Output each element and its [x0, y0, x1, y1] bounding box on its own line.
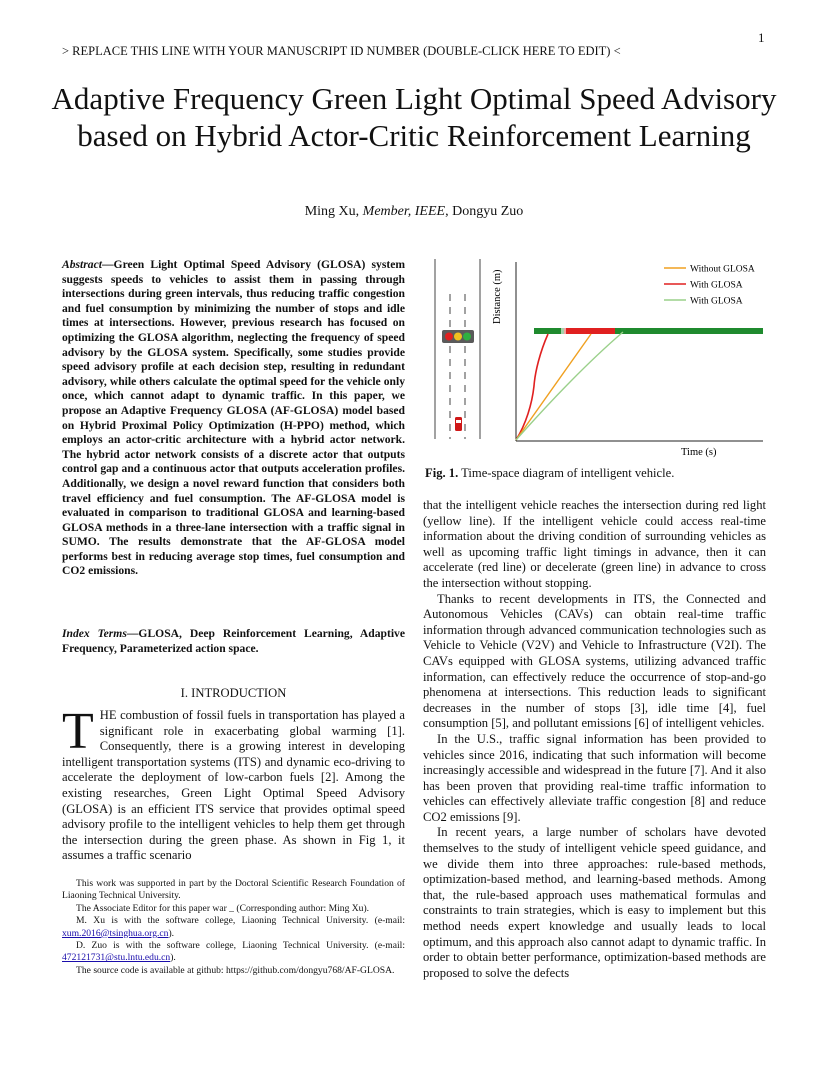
figure-time-space-diagram	[428, 254, 768, 459]
paper-title: Adaptive Frequency Green Light Optimal Speed Advisory based on Hybrid Actor-Critic Reinforcement Learning	[51, 81, 777, 153]
road-lanes	[435, 259, 480, 439]
introduction-text: HE combustion of fossil fuels in transportation has played a significant role in exacerbating global warming [1]. Consequently, there is a growing interest in developing intelligent transportation systems (ITS) and dynamic eco-driving to accelerate the deployment of low-carbon fuels [2]. Among the existing researches, Green Light Optimal Speed Advisory (GLOSA) is an efficient ITS service that provides optimal speed advisory profile to the intelligent vehicles to help them get through the intersection during the green phase. As shown in Fig 1, it assumes a traffic scenario	[62, 708, 405, 863]
xu-email-link[interactable]: xum.2016@tsinghua.org.cn	[62, 927, 169, 939]
drop-cap: T	[62, 703, 94, 760]
author-name-2: , Dongyu Zuo	[445, 204, 524, 219]
right-column-text	[423, 498, 766, 981]
introduction-paragraph	[62, 703, 405, 864]
trajectory-without-glosa	[516, 334, 591, 440]
abstract-text: —Green Light Optimal Speed Advisory (GLOSA) system suggests speeds to vehicles to assist them in passing through intersections during green intervals, thus reducing traffic congestion and fuel consumption by minimizing the number of stops and idle times at intersections. However, previous research has focused on optimizing the GLOSA algorithm, neglecting the frequency of speed advisory by the GLOSA system. Specifically, some studies provide speed advisory profile at each decision step, resulting in redundant advisory, while others calculate the optimal speed for the vehicle only once, which cannot adapt to dynamic traffic. In this paper, we propose an Adaptive Frequency GLOSA (AF-GLOSA) model based on Hybrid Proximal Policy Optimization (H-PPO) method, which employs an actor-critic architecture with a hybrid actor network. The hybrid actor network consists of a discrete actor that outputs control gap and a continuous actor that outputs acceleration profiles. Additionally, we design a novel reward function that considers both travel efficiency and fuel consumption. The AF-GLOSA model is evaluated in comparison to traditional GLOSA and learning-based GLOSA methods in a three-lane intersection with a traffic signal in SUMO. The results demonstrate that the AF-GLOSA model performs best in reducing average stop times, fuel consumption and CO2 emissions.	[62, 258, 405, 578]
paragraph-recent-years: In recent years, a large number of scholars have devoted themselves to the study of intelligent vehicle speed guidance, and we divide them into three approaches: rule-based methods, optimization-based method, and learning-based methods. Among that, the rule-based approach uses mathematical formulas and constraints to train strategies, which is easy to implement but this method needs expert knowledge and usually leads to local optimum, and this approach also cannot adapt to dynamic traffic. In order to obtain better performance, optimization-based methods are proposed to solve the defects	[423, 825, 766, 980]
x-axis-label: Time (s)	[681, 447, 717, 458]
page-number: 1	[758, 30, 765, 45]
legend-label-with-glosa-green: With GLOSA	[690, 296, 743, 307]
figure-caption	[425, 466, 674, 481]
footnote-editor: The Associate Editor for this paper war _ (Corresponding author: Ming Xu).	[76, 902, 370, 914]
index-terms-label: Index Terms	[62, 627, 127, 640]
manuscript-id-line: > REPLACE THIS LINE WITH YOUR MANUSCRIPT ID NUMBER (DOUBLE-CLICK HERE TO EDIT) <	[62, 44, 621, 58]
footnote-support: This work was supported in part by the Doctoral Scientific Research Foundation of Liaoning Technical University.	[62, 878, 405, 902]
paragraph-cavs: Thanks to recent developments in ITS, the Connected and Autonomous Vehicles (CAVs) can obtain real-time traffic information through advanced communication technologies such as Vehicle to Vehicle (V2V) and Vehicle to Infrastructure (V2I). The CAVs equipped with GLOSA systems, utilizing advanced traffic information, can effectively reduce the occurrence of stop-and-go phenomena at intersections. This reduction leads to significant decreases in the number of stops [3], idle time [4], fuel consumption [5], and pollutant emissions [6] of intelligent vehicles.	[423, 591, 766, 731]
trajectory-accelerate	[516, 334, 548, 440]
figure-caption-label: Fig. 1.	[425, 466, 459, 480]
legend-label-without-glosa: Without GLOSA	[690, 264, 755, 275]
vehicle-icon	[455, 417, 462, 431]
abstract	[62, 258, 405, 579]
author-role: Member, IEEE	[362, 204, 446, 219]
section-heading-introduction: I. INTRODUCTION	[180, 686, 287, 700]
footnote-source: The source code is available at github: https://github.com/dongyu768/AF-GLOSA.	[76, 964, 395, 976]
zuo-email-link[interactable]: 472121731@stu.lntu.edu.cn	[62, 952, 171, 964]
author-line	[0, 204, 828, 220]
footnote-xu: M. Xu is with the software college, Liaoning Technical University. (e-mail: xum.2016@tsinghua.org.cn).	[62, 915, 405, 939]
author-name-1: Ming Xu,	[304, 204, 363, 219]
traffic-light-icon	[442, 330, 474, 343]
legend	[664, 265, 755, 307]
index-terms	[62, 627, 405, 656]
footnotes	[62, 878, 405, 977]
figure-caption-text: Time-space diagram of intelligent vehicle.	[458, 466, 675, 480]
index-terms-text: —GLOSA, Deep Reinforcement Learning, Adaptive Frequency, Parameterized action space.	[62, 627, 405, 655]
legend-label-with-glosa-red: With GLOSA	[690, 280, 743, 291]
paragraph-continuation: that the intelligent vehicle reaches the intersection during red light (yellow line). If the intelligent vehicle could access real-time information about the driving condition of surrounding vehicles as well as upcoming traffic light timings in advance, then it can accelerate (red line) or decelerate (green line) in advance to cross the intersection without stopping.	[423, 498, 766, 590]
footnote-zuo: D. Zuo is with the software college, Liaoning Technical University. (e-mail: 472121731@stu.lntu.edu.cn).	[62, 940, 405, 964]
paragraph-us-signal: In the U.S., traffic signal information has been provided to vehicles since 2016, indicating that such information will become increasingly accessible and widespread in the future [7]. And it also has been proven that providing real-time traffic information to vehicles can effectively alleviate traffic congestion [8] and reduce CO2 emissions [9].	[423, 731, 766, 824]
trajectory-decelerate	[516, 332, 623, 440]
abstract-label: Abstract	[62, 258, 102, 271]
y-axis-label: Distance (m)	[492, 269, 503, 324]
